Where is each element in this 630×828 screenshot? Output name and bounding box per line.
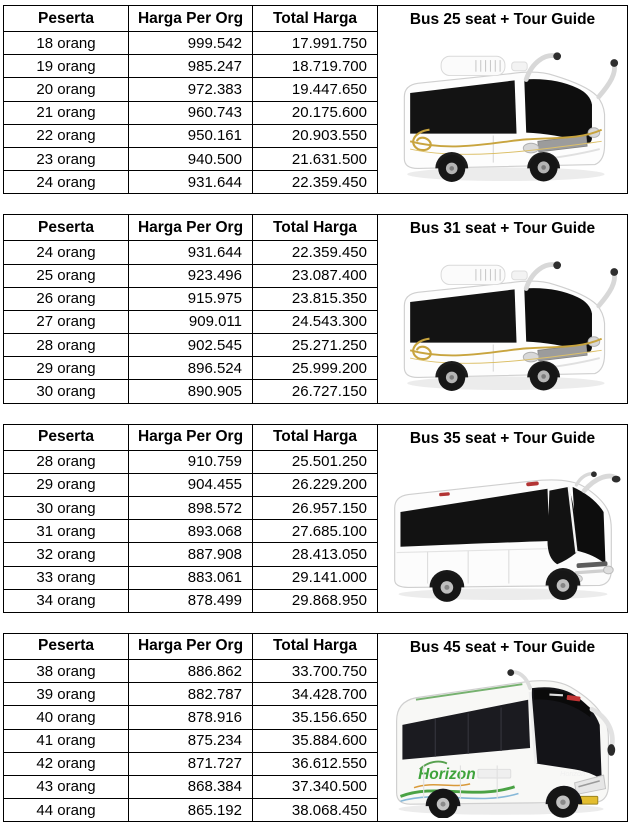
cell-peserta: 28 orang (4, 450, 129, 473)
cell-harga-per-org: 882.787 (129, 683, 253, 706)
cell-total-harga: 24.543.300 (253, 310, 378, 333)
cell-total-harga: 29.141.000 (253, 566, 378, 589)
cell-peserta: 21 orang (4, 101, 129, 124)
col-header-peserta: Peserta (4, 424, 129, 450)
cell-total-harga: 18.719.700 (253, 55, 378, 78)
cell-harga-per-org: 890.905 (129, 380, 253, 403)
cell-peserta: 25 orang (4, 264, 129, 287)
cell-total-harga: 25.501.250 (253, 450, 378, 473)
cell-peserta: 42 orang (4, 752, 129, 775)
cell-total-harga: 29.868.950 (253, 589, 378, 612)
col-header-harga: Harga Per Org (129, 215, 253, 241)
bus-cell (378, 633, 628, 821)
right-mirror (598, 64, 614, 97)
price-table-31 (3, 214, 628, 403)
cell-peserta: 44 orang (4, 799, 129, 822)
cell-harga-per-org: 878.916 (129, 706, 253, 729)
cell-total-harga: 36.612.550 (253, 752, 378, 775)
cell-peserta: 18 orang (4, 32, 129, 55)
cell-peserta: 27 orang (4, 310, 129, 333)
cell-total-harga: 19.447.650 (253, 78, 378, 101)
cell-peserta: 19 orang (4, 55, 129, 78)
cell-harga-per-org: 893.068 (129, 520, 253, 543)
cell-harga-per-org: 902.545 (129, 334, 253, 357)
cell-peserta: 22 orang (4, 124, 129, 147)
cell-harga-per-org: 883.061 (129, 566, 253, 589)
cell-harga-per-org: 915.975 (129, 287, 253, 310)
rear-wheel (428, 790, 457, 818)
cell-total-harga: 27.685.100 (253, 520, 378, 543)
front-wheel (548, 571, 577, 600)
cell-peserta: 33 orang (4, 566, 129, 589)
bus-cell (378, 215, 628, 403)
col-header-peserta: Peserta (4, 215, 129, 241)
cell-peserta: 29 orang (4, 473, 129, 496)
cell-total-harga: 25.271.250 (253, 334, 378, 357)
header-row (4, 633, 628, 659)
cell-total-harga: 37.340.500 (253, 775, 378, 798)
cell-peserta: 31 orang (4, 520, 129, 543)
white-minibus-image (385, 33, 621, 184)
cell-peserta: 34 orang (4, 589, 129, 612)
header-row (4, 424, 628, 450)
cell-total-harga: 26.957.150 (253, 497, 378, 520)
bus-title: Bus 31 seat + Tour Guide (409, 220, 596, 238)
cell-peserta: 43 orang (4, 775, 129, 798)
price-table-45 (3, 633, 628, 822)
cell-peserta: 41 orang (4, 729, 129, 752)
front-branding-text: Horizon (559, 769, 585, 779)
cell-total-harga: 23.087.400 (253, 264, 378, 287)
header-row (4, 6, 628, 32)
bus-section-45 (3, 633, 627, 822)
col-header-peserta: Peserta (4, 633, 129, 659)
bus-title: Bus 45 seat + Tour Guide (409, 638, 596, 656)
cell-total-harga: 20.903.550 (253, 124, 378, 147)
price-table-35 (3, 424, 628, 613)
cell-harga-per-org: 972.383 (129, 78, 253, 101)
cell-harga-per-org: 878.499 (129, 589, 253, 612)
cell-peserta: 40 orang (4, 706, 129, 729)
cell-harga-per-org: 985.247 (129, 55, 253, 78)
col-header-peserta: Peserta (4, 6, 129, 32)
cell-total-harga: 20.175.600 (253, 101, 378, 124)
rear-wheel (438, 155, 465, 182)
cell-harga-per-org: 875.234 (129, 729, 253, 752)
cell-peserta: 24 orang (4, 241, 129, 264)
cell-harga-per-org: 931.644 (129, 241, 253, 264)
cell-peserta: 39 orang (4, 683, 129, 706)
cell-total-harga: 17.991.750 (253, 32, 378, 55)
front-wheel (529, 363, 557, 391)
cell-total-harga: 23.815.350 (253, 287, 378, 310)
cell-harga-per-org: 999.542 (129, 32, 253, 55)
front-wheel (547, 787, 578, 818)
rear-wheel (432, 573, 461, 602)
cell-peserta: 24 orang (4, 171, 129, 194)
cell-harga-per-org: 950.161 (129, 124, 253, 147)
cell-total-harga: 38.068.450 (253, 799, 378, 822)
cell-harga-per-org: 896.524 (129, 357, 253, 380)
col-header-harga: Harga Per Org (129, 6, 253, 32)
headlight (523, 143, 538, 153)
right-mirror (598, 273, 614, 306)
cell-peserta: 26 orang (4, 287, 129, 310)
cell-total-harga: 35.156.650 (253, 706, 378, 729)
col-header-total: Total Harga (253, 633, 378, 659)
headlight (603, 566, 613, 574)
header-row (4, 215, 628, 241)
cell-peserta: 32 orang (4, 543, 129, 566)
cell-harga-per-org: 931.644 (129, 171, 253, 194)
cell-harga-per-org: 910.759 (129, 450, 253, 473)
cell-harga-per-org: 871.727 (129, 752, 253, 775)
right-mirror (584, 476, 616, 491)
col-header-harga: Harga Per Org (129, 633, 253, 659)
bus-title: Bus 25 seat + Tour Guide (409, 11, 596, 28)
cell-harga-per-org: 904.455 (129, 473, 253, 496)
cell-total-harga: 28.413.050 (253, 543, 378, 566)
cell-peserta: 23 orang (4, 147, 129, 170)
cell-harga-per-org: 887.908 (129, 543, 253, 566)
cell-harga-per-org: 923.496 (129, 264, 253, 287)
cell-harga-per-org: 886.862 (129, 659, 253, 682)
col-header-total: Total Harga (253, 424, 378, 450)
cell-total-harga: 26.229.200 (253, 473, 378, 496)
cell-peserta: 20 orang (4, 78, 129, 101)
cell-harga-per-org: 940.500 (129, 147, 253, 170)
cell-peserta: 28 orang (4, 334, 129, 357)
cell-total-harga: 22.359.450 (253, 171, 378, 194)
bus-section-25 (3, 5, 627, 194)
cell-harga-per-org: 898.572 (129, 497, 253, 520)
bus-section-35 (3, 424, 627, 613)
bus-title: Bus 35 seat + Tour Guide (409, 429, 596, 447)
cell-total-harga: 26.727.150 (253, 380, 378, 403)
cell-total-harga: 34.428.700 (253, 683, 378, 706)
col-header-total: Total Harga (253, 6, 378, 32)
col-header-harga: Harga Per Org (129, 424, 253, 450)
rear-wheel (438, 364, 465, 391)
cell-peserta: 29 orang (4, 357, 129, 380)
col-header-total: Total Harga (253, 215, 378, 241)
cell-total-harga: 22.359.450 (253, 241, 378, 264)
headlight (523, 353, 538, 363)
horizon-coach-image (385, 661, 621, 818)
white-coach-image (385, 452, 621, 603)
cell-total-harga: 35.884.600 (253, 729, 378, 752)
cell-total-harga: 25.999.200 (253, 357, 378, 380)
white-minibus-image (385, 242, 621, 393)
cell-total-harga: 21.631.500 (253, 147, 378, 170)
price-table-25 (3, 5, 628, 194)
cell-total-harga: 33.700.750 (253, 659, 378, 682)
cell-peserta: 38 orang (4, 659, 129, 682)
cell-peserta: 30 orang (4, 380, 129, 403)
side-branding-text: Horizon (417, 765, 476, 783)
cell-harga-per-org: 868.384 (129, 775, 253, 798)
bus-cell (378, 6, 628, 194)
bus-section-31 (3, 214, 627, 403)
cell-harga-per-org: 865.192 (129, 799, 253, 822)
cell-peserta: 30 orang (4, 497, 129, 520)
bus-cell (378, 424, 628, 612)
cell-harga-per-org: 960.743 (129, 101, 253, 124)
front-wheel (529, 153, 557, 181)
cell-harga-per-org: 909.011 (129, 310, 253, 333)
